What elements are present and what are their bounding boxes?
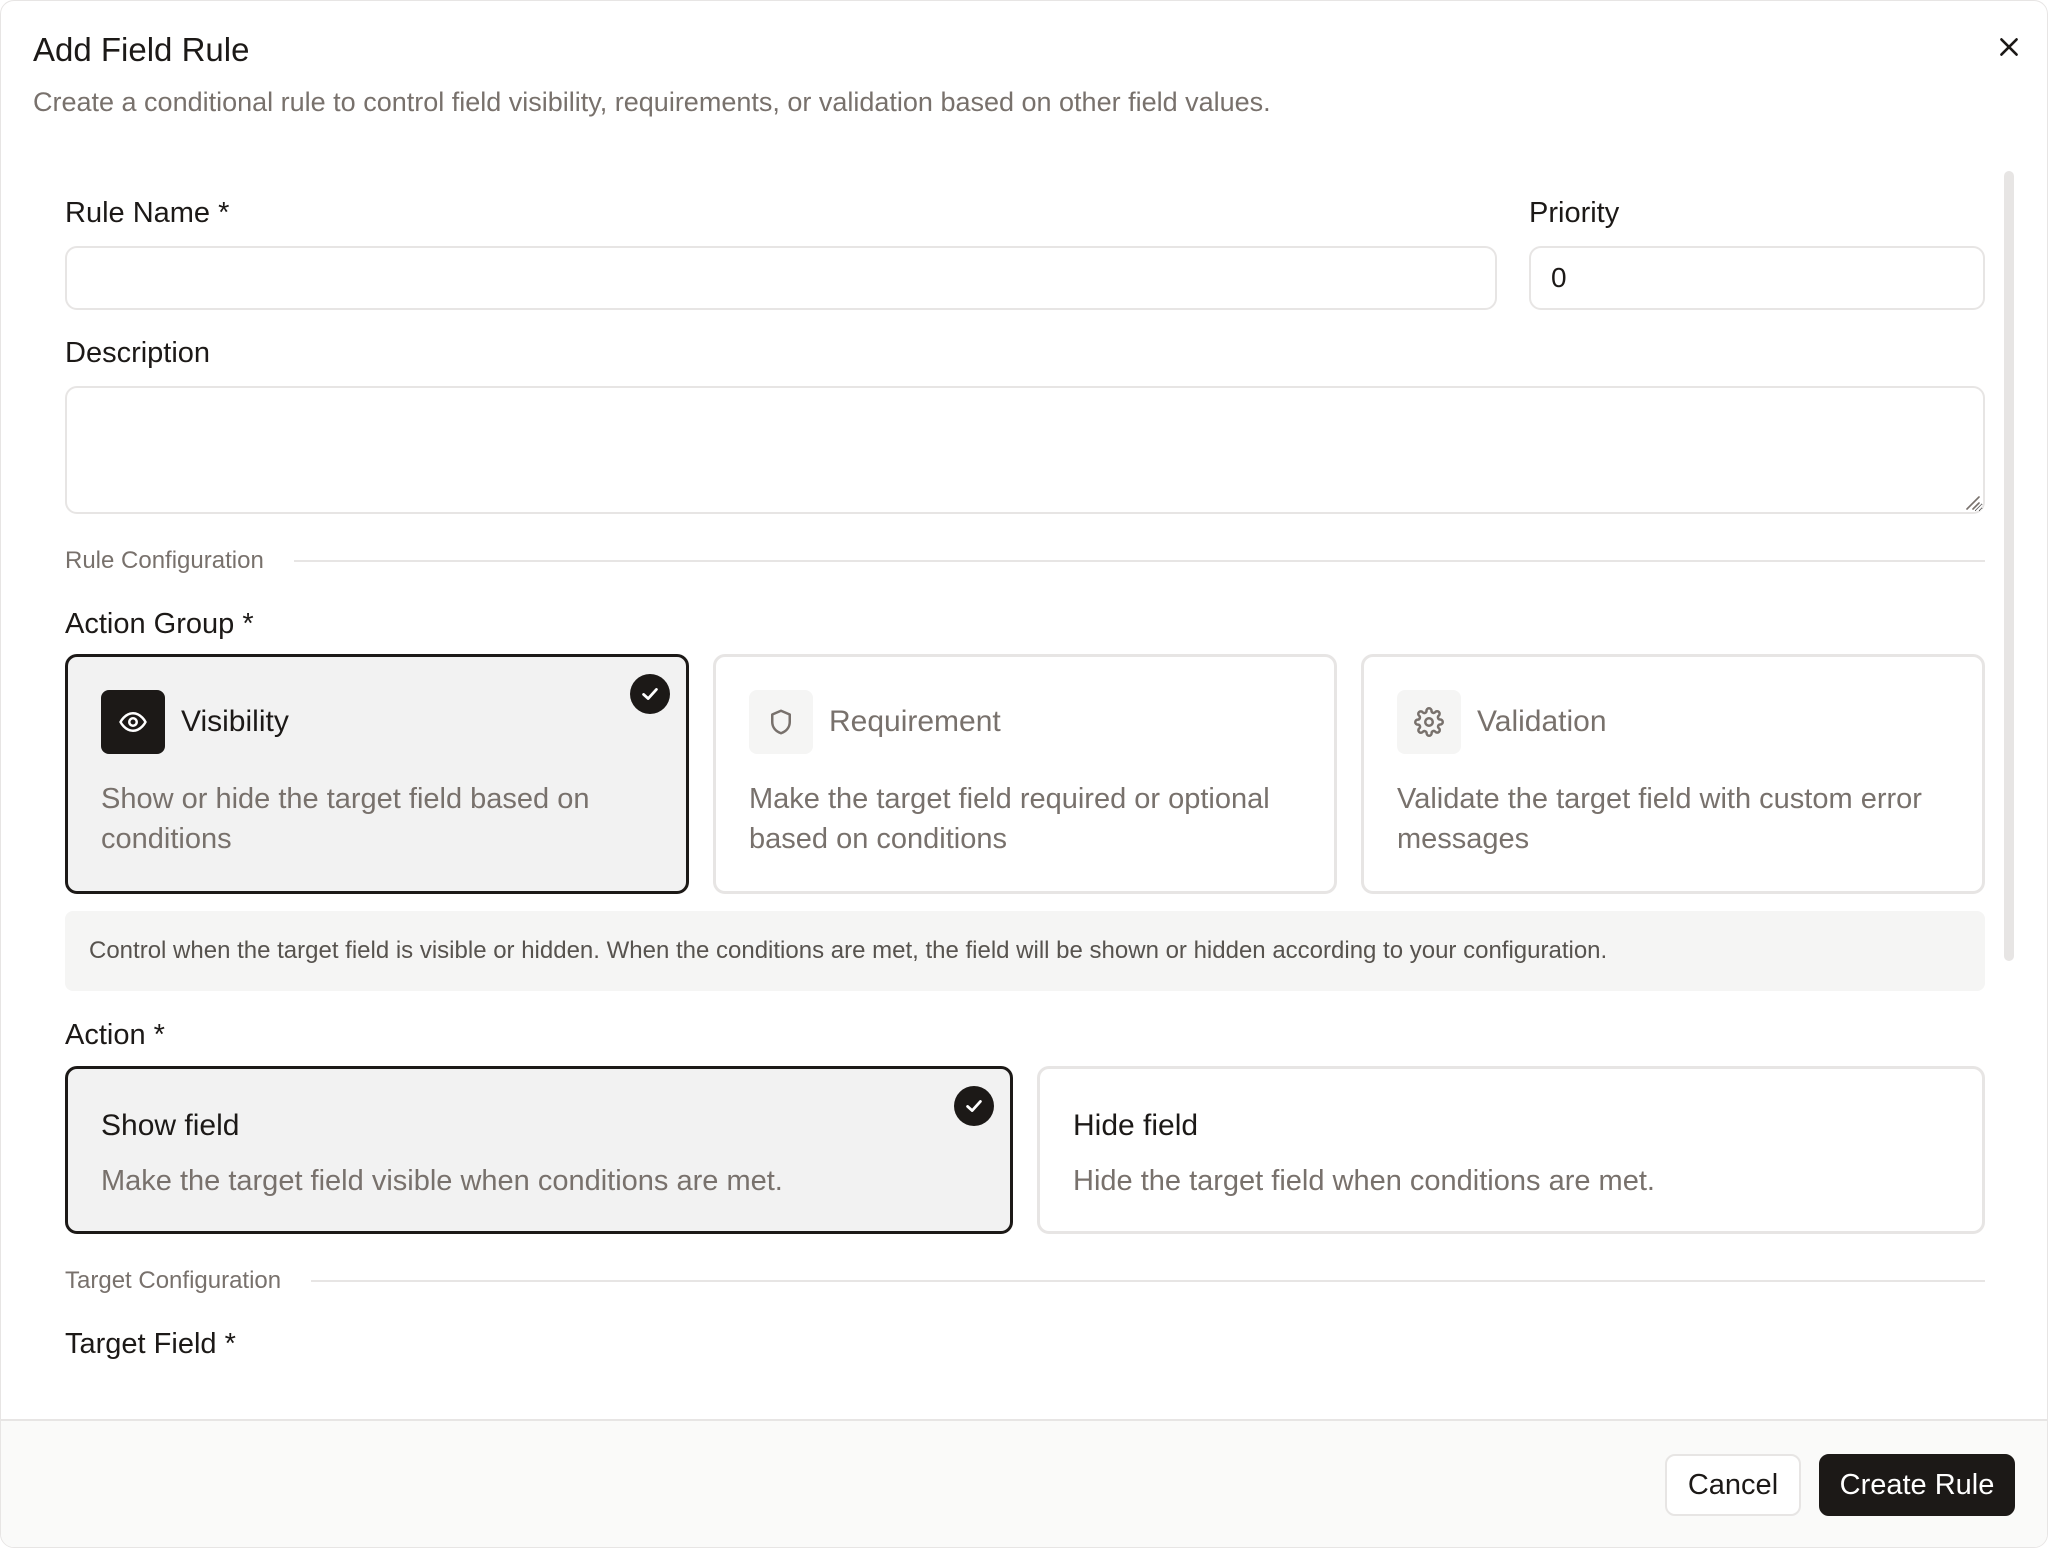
rule-configuration-section-label: Rule Configuration xyxy=(65,547,264,574)
show-field-title: Show field xyxy=(101,1109,240,1142)
dialog-header xyxy=(33,29,2015,117)
scrollbar-thumb[interactable] xyxy=(2004,171,2014,961)
close-button[interactable] xyxy=(1989,27,2029,67)
divider-line xyxy=(294,560,1985,562)
target-configuration-divider xyxy=(65,1266,1985,1296)
hide-field-title: Hide field xyxy=(1073,1109,1199,1142)
selected-check-badge xyxy=(954,1086,994,1126)
action-group-visibility-card[interactable] xyxy=(65,654,689,894)
divider-line xyxy=(311,1280,1985,1282)
shield-icon xyxy=(766,707,796,737)
check-icon xyxy=(639,683,661,705)
check-icon xyxy=(963,1095,985,1117)
dialog-scroll-body[interactable] xyxy=(1,151,2048,1419)
create-rule-button[interactable]: Create Rule xyxy=(1819,1454,2015,1516)
cancel-button[interactable]: Cancel xyxy=(1665,1454,1801,1516)
action-show-field-card[interactable] xyxy=(65,1066,1013,1234)
description-label: Description xyxy=(65,337,211,369)
rule-name-label: Rule Name * xyxy=(65,197,230,229)
priority-input[interactable] xyxy=(1529,246,1985,310)
eye-icon xyxy=(118,707,148,737)
action-hide-field-card[interactable] xyxy=(1037,1066,1985,1234)
dialog-footer xyxy=(1,1419,2048,1548)
action-group-info-box: Control when the target field is visible or hidden. When the conditions are met, the field will be shown or hidden according to your configuration. xyxy=(65,911,1985,991)
validation-card-description: Validate the target field with custom error messages xyxy=(1397,783,1922,855)
validation-card-title: Validation xyxy=(1477,705,1607,738)
dialog-title: Add Field Rule xyxy=(33,31,250,68)
selected-check-badge xyxy=(630,674,670,714)
action-label: Action * xyxy=(65,1019,165,1051)
visibility-card-description: Show or hide the target field based on conditions xyxy=(101,783,590,855)
action-group-label: Action Group * xyxy=(65,608,254,640)
requirement-icon-box xyxy=(749,690,813,754)
rule-configuration-divider xyxy=(65,546,1985,576)
gear-icon xyxy=(1414,707,1444,737)
rule-name-input[interactable] xyxy=(65,246,1497,310)
action-group-requirement-card[interactable] xyxy=(713,654,1337,894)
hide-field-description: Hide the target field when conditions are met. xyxy=(1073,1165,1655,1197)
target-field-label: Target Field * xyxy=(65,1328,236,1360)
requirement-card-description: Make the target field required or optional based on conditions xyxy=(749,783,1270,855)
description-textarea[interactable] xyxy=(65,386,1985,514)
visibility-card-title: Visibility xyxy=(181,705,289,738)
close-icon xyxy=(1996,34,2022,60)
validation-icon-box xyxy=(1397,690,1461,754)
priority-label: Priority xyxy=(1529,197,1620,229)
action-group-validation-card[interactable] xyxy=(1361,654,1985,894)
show-field-description: Make the target field visible when conditions are met. xyxy=(101,1165,783,1197)
dialog-subtitle: Create a conditional rule to control field visibility, requirements, or validation based on other field values. xyxy=(33,87,1271,117)
visibility-icon-box xyxy=(101,690,165,754)
resize-handle-icon[interactable] xyxy=(1961,491,1981,511)
requirement-card-title: Requirement xyxy=(829,705,1001,738)
target-configuration-section-label: Target Configuration xyxy=(65,1267,282,1294)
